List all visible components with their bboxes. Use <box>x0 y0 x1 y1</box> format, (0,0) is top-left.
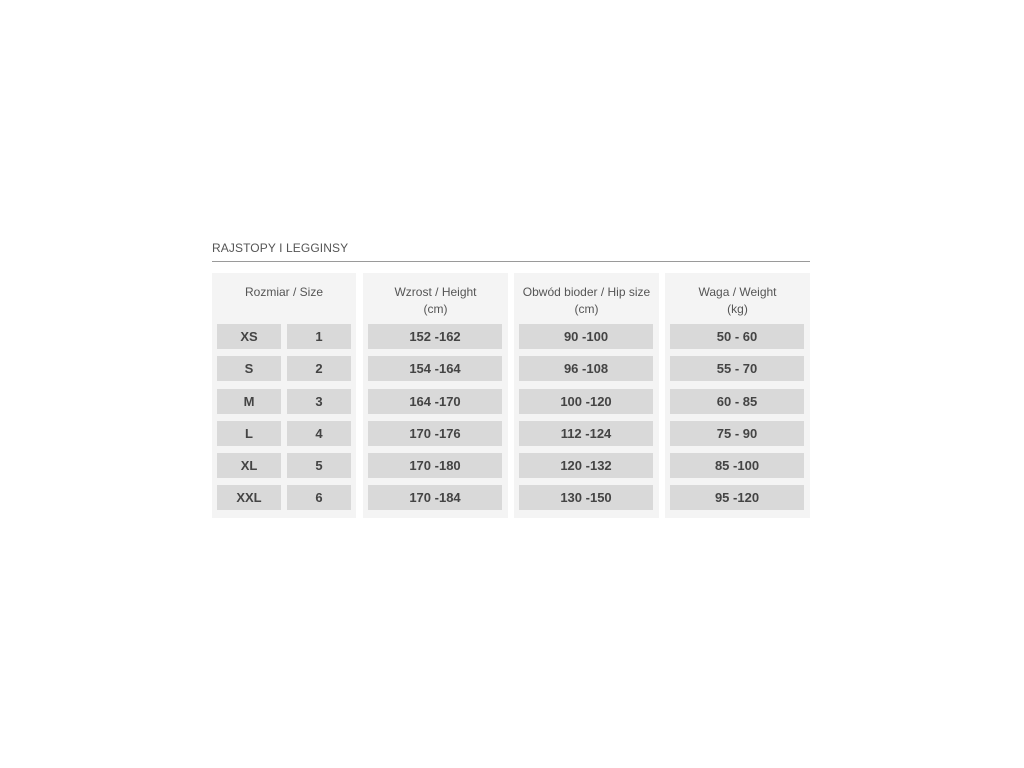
hip-cell: 130 -150 <box>519 485 653 510</box>
hip-cell: 96 -108 <box>519 356 653 381</box>
size-chart <box>212 240 810 505</box>
hip-cell: 100 -120 <box>519 389 653 414</box>
hip-cell: 112 -124 <box>519 421 653 446</box>
hip-column <box>514 273 659 518</box>
size-code-cell: S <box>217 356 281 381</box>
size-code-cell: XXL <box>217 485 281 510</box>
size-number-cell: 6 <box>287 485 351 510</box>
weight-header-unit: (kg) <box>727 302 748 316</box>
hip-header-unit: (cm) <box>574 302 599 316</box>
weight-header-label: Waga / Weight <box>698 285 777 299</box>
height-cell: 164 -170 <box>368 389 502 414</box>
size-number-cell: 2 <box>287 356 351 381</box>
hip-cell: 120 -132 <box>519 453 653 478</box>
size-number-cell: 3 <box>287 389 351 414</box>
size-column <box>212 273 356 518</box>
size-header-label: Rozmiar / Size <box>244 285 324 299</box>
height-header <box>363 284 508 318</box>
height-cell: 170 -184 <box>368 485 502 510</box>
title-divider <box>212 261 810 262</box>
hip-header-label: Obwód bioder / Hip size <box>522 285 651 299</box>
weight-cell: 50 - 60 <box>670 324 804 349</box>
size-code-cell: L <box>217 421 281 446</box>
height-cell: 170 -176 <box>368 421 502 446</box>
height-cell: 170 -180 <box>368 453 502 478</box>
height-header-unit: (cm) <box>423 302 448 316</box>
weight-cell: 75 - 90 <box>670 421 804 446</box>
hip-header <box>514 284 659 318</box>
size-number-cell: 1 <box>287 324 351 349</box>
height-header-label: Wzrost / Height <box>394 285 477 299</box>
weight-cell: 95 -120 <box>670 485 804 510</box>
height-cell: 154 -164 <box>368 356 502 381</box>
size-code-cell: M <box>217 389 281 414</box>
height-cell: 152 -162 <box>368 324 502 349</box>
weight-cell: 55 - 70 <box>670 356 804 381</box>
weight-cell: 60 - 85 <box>670 389 804 414</box>
chart-title: RAJSTOPY I LEGGINSY <box>212 241 349 255</box>
size-number-cell: 4 <box>287 421 351 446</box>
hip-cell: 90 -100 <box>519 324 653 349</box>
size-code-cell: XL <box>217 453 281 478</box>
weight-cell: 85 -100 <box>670 453 804 478</box>
size-table <box>212 273 810 518</box>
size-number-cell: 5 <box>287 453 351 478</box>
size-header <box>212 284 356 301</box>
weight-column <box>665 273 810 518</box>
size-code-cell: XS <box>217 324 281 349</box>
weight-header <box>665 284 810 318</box>
height-column <box>363 273 508 518</box>
